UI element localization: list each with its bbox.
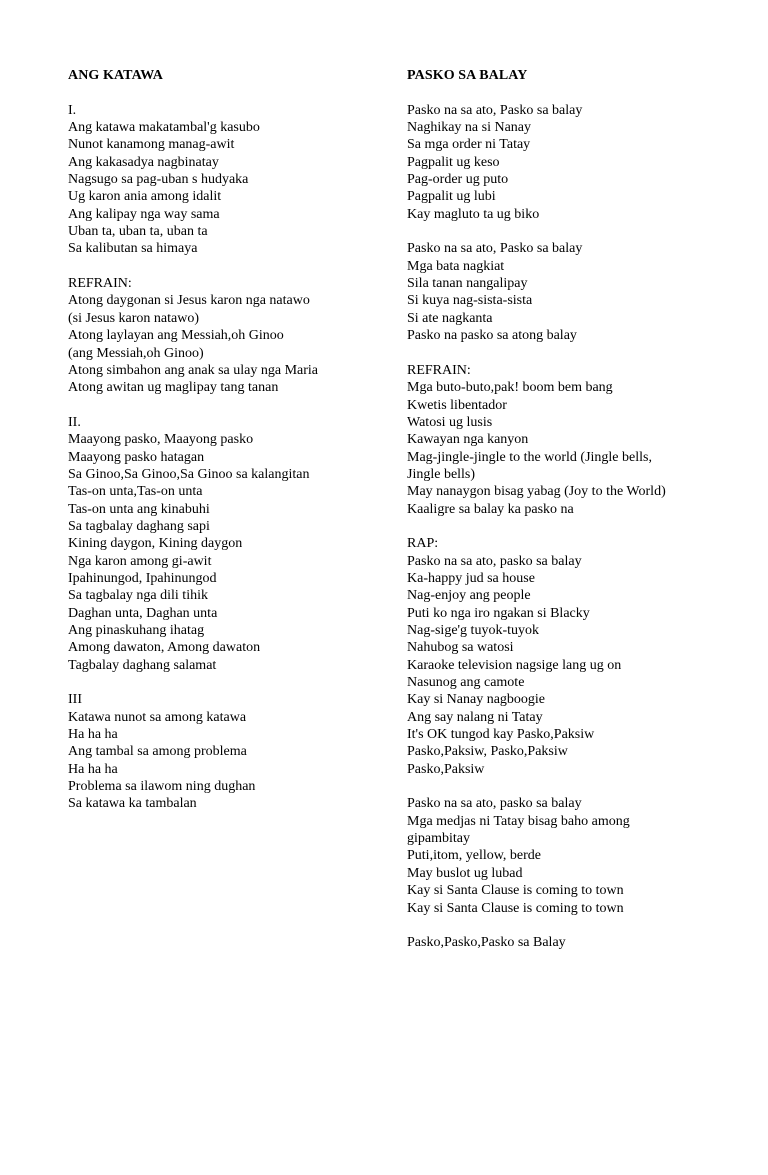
stanza — [68, 102, 388, 258]
blank-line — [407, 345, 737, 362]
lyric-line: Nunot kanamong manag-awit — [68, 137, 235, 153]
lyric-line: Kaaligre sa balay ka pasko na — [407, 501, 574, 517]
lyric-line: Sila tanan nangalipay — [407, 276, 528, 292]
lyric-line: Pasko,Paksiw, Pasko,Paksiw — [407, 744, 568, 760]
lyric-line: REFRAIN: — [68, 276, 132, 292]
lyric-line: Pagpalit ug lubi — [407, 189, 496, 205]
lyric-line: Pag-order ug puto — [407, 172, 509, 188]
lyric-line: Pasko,Pasko,Pasko sa Balay — [407, 935, 566, 951]
lyric-line: Kining daygon, Kining daygon — [68, 536, 243, 552]
left-column-ang-katawa — [68, 67, 388, 813]
blank-line — [68, 258, 388, 275]
stanza — [407, 240, 737, 344]
lyric-line: Atong simbahon ang anak sa ulay nga Maria — [68, 362, 318, 378]
lyric-line: Atong daygonan si Jesus karon nga natawo — [68, 293, 310, 309]
lyric-line: Among dawaton, Among dawaton — [68, 640, 261, 656]
lyric-line: Mag-jingle-jingle to the world (Jingle bells, — [407, 449, 652, 465]
stanza — [407, 535, 737, 778]
lyric-line: Nag-enjoy ang people — [407, 588, 531, 604]
lyric-line: (ang Messiah,oh Ginoo) — [68, 345, 204, 361]
stanza — [68, 414, 388, 674]
lyric-line: Jingle bells) — [407, 466, 476, 482]
lyric-line: Pasko na sa ato, Pasko sa balay — [407, 241, 583, 257]
lyric-line: Ha ha ha — [68, 727, 118, 743]
song-sections — [68, 102, 388, 813]
lyric-line: Tagbalay daghang salamat — [68, 657, 217, 673]
lyric-line: May nanaygon bisag yabag (Joy to the World) — [407, 484, 666, 500]
lyric-line: Puti ko nga iro ngakan si Blacky — [407, 605, 590, 621]
right-column-pasko-sa-balay — [407, 67, 737, 952]
blank-line — [68, 397, 388, 414]
lyric-line: Ang tambal sa among problema — [68, 744, 247, 760]
lyric-line: Sa kalibutan sa himaya — [68, 241, 198, 257]
lyric-line: Ang pinaskuhang ihatag — [68, 623, 205, 638]
lyric-line: Maayong pasko, Maayong pasko — [68, 432, 254, 448]
lyric-line: Pasko na sa ato, pasko sa balay — [407, 796, 582, 812]
lyric-line: Sa mga order ni Tatay — [407, 137, 531, 153]
lyric-line: Ang say nalang ni Tatay — [407, 709, 543, 725]
lyric-line: Naghikay na si Nanay — [407, 120, 532, 136]
lyric-line: Kwetis libentador — [407, 397, 507, 413]
lyric-line: Karaoke television nagsige lang ug on — [407, 657, 622, 673]
lyric-line: Pasko,Paksiw — [407, 761, 485, 777]
lyric-line: Tas-on unta ang kinabuhi — [68, 501, 210, 517]
lyric-line: Mga bata nagkiat — [407, 258, 505, 274]
blank-line — [68, 674, 388, 691]
lyric-line: Uban ta, uban ta, uban ta — [68, 224, 208, 240]
stanza — [407, 362, 737, 518]
blank-line — [68, 84, 388, 101]
lyric-line: Sa katawa ka tambalan — [68, 796, 197, 812]
lyric-line: May buslot ug lubad — [407, 865, 523, 881]
lyric-line: Nasunog ang camote — [407, 675, 525, 691]
blank-line — [407, 917, 737, 934]
lyric-line: Sa Ginoo,Sa Ginoo,Sa Ginoo sa kalangitan — [68, 466, 310, 482]
lyric-line: Watosi ug lusis — [407, 414, 493, 430]
blank-line — [407, 518, 737, 535]
lyric-line: Ang kalipay nga way sama — [68, 206, 220, 222]
stanza — [68, 275, 388, 396]
blank-line — [407, 84, 737, 101]
stanza — [407, 102, 737, 223]
lyric-line: II. — [68, 414, 81, 430]
lyric-line: (si Jesus karon natawo) — [68, 310, 200, 326]
song-title: PASKO SA BALAY — [407, 68, 528, 83]
stanza — [407, 795, 737, 916]
lyric-line: Ipahinungod, Ipahinungod — [68, 570, 217, 586]
lyric-line: Sa tagbalay nga dili tihik — [68, 588, 208, 604]
lyric-line: Atong laylayan ang Messiah,oh Ginoo — [68, 328, 284, 344]
lyric-line: RAP: — [407, 536, 439, 552]
stanza — [407, 934, 737, 951]
blank-line — [407, 223, 737, 240]
song-title: ANG KATAWA — [68, 68, 163, 83]
lyric-line: Mga buto-buto,pak! boom bem bang — [407, 380, 613, 396]
lyric-line: Kay si Santa Clause is coming to town — [407, 900, 624, 916]
lyric-line: Maayong pasko hatagan — [68, 449, 205, 465]
lyric-line: Kay magluto ta ug biko — [407, 206, 540, 222]
song-sections — [407, 102, 737, 952]
lyric-line: gipambitay — [407, 831, 470, 847]
lyric-line: III — [68, 692, 82, 708]
lyric-line: REFRAIN: — [407, 362, 471, 378]
lyric-line: Nagsugo sa pag-uban s hudyaka — [68, 172, 249, 188]
lyric-line: Pasko na pasko sa atong balay — [407, 328, 577, 344]
lyric-line: Ang katawa makatambal'g kasubo — [68, 120, 260, 136]
lyric-line: Nahubog sa watosi — [407, 640, 514, 656]
lyric-line: Pasko na sa ato, pasko sa balay — [407, 553, 582, 569]
lyric-line: Kay si Santa Clause is coming to town — [407, 883, 624, 899]
lyric-line: Pasko na sa ato, Pasko sa balay — [407, 102, 583, 118]
lyric-line: I. — [68, 102, 77, 118]
lyric-line: Sa tagbalay daghang sapi — [68, 518, 210, 534]
lyric-line: Katawa nunot sa among katawa — [68, 709, 247, 725]
lyric-line: Atong awitan ug maglipay tang tanan — [68, 380, 279, 396]
lyric-line: Si kuya nag-sista-sista — [407, 293, 533, 309]
lyric-line: Nag-sige'g tuyok-tuyok — [407, 623, 540, 638]
lyric-line: Tas-on unta,Tas-on unta — [68, 484, 203, 500]
stanza — [68, 691, 388, 812]
lyric-line: Puti,itom, yellow, berde — [407, 848, 542, 864]
lyric-line: Ha ha ha — [68, 761, 118, 777]
lyric-line: Ka-happy jud sa house — [407, 570, 535, 586]
blank-line — [407, 778, 737, 795]
lyric-line: Daghan unta, Daghan unta — [68, 605, 218, 621]
lyric-line: Kay si Nanay nagboogie — [407, 692, 546, 708]
lyric-line: Ang kakasadya nagbinatay — [68, 154, 219, 170]
lyric-line: Ug karon ania among idalit — [68, 189, 222, 205]
lyric-line: Kawayan nga kanyon — [407, 432, 529, 448]
lyric-line: Mga medjas ni Tatay bisag baho among — [407, 813, 630, 829]
lyric-line: It's OK tungod kay Pasko,Paksiw — [407, 727, 595, 743]
lyric-line: Nga karon among gi-awit — [68, 553, 212, 569]
lyric-line: Si ate nagkanta — [407, 310, 493, 326]
lyric-line: Pagpalit ug keso — [407, 154, 500, 170]
lyric-line: Problema sa ilawom ning dughan — [68, 779, 256, 795]
